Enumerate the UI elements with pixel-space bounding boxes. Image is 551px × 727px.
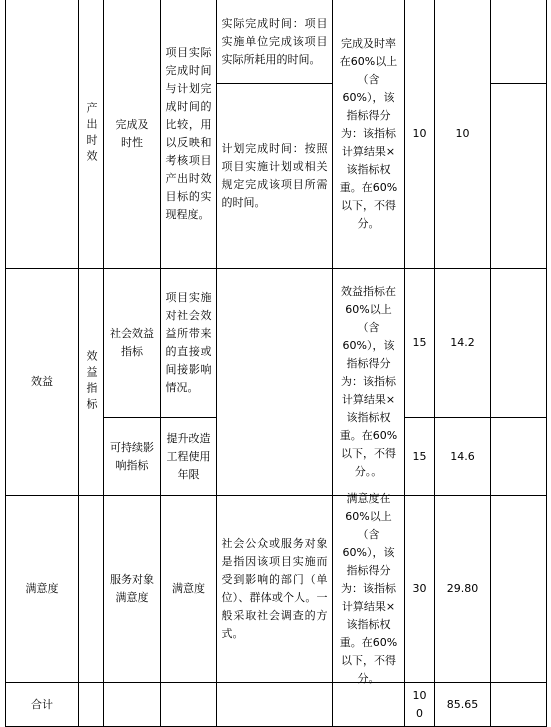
timeliness-definition: 项目实际完成时间与计划完成时间的比较，用以反映和考核项目产出时效目标的实现程度。 [165, 46, 212, 221]
satisfaction-scoring-rule: 满意度在60%以上（含60%），该指标得分为：该指标计算结果×该指标权重。在60%以下，不得分。 [339, 492, 398, 685]
social-benefit-score: 14.2 [450, 336, 475, 349]
satisfaction-definition: 满意度 [172, 582, 205, 595]
satisfaction-score: 29.80 [446, 582, 479, 595]
sustainable-impact-indicator: 可持续影响指标 [110, 440, 154, 472]
satisfaction-description: 社会公众或服务对象是指因该项目实施而受到影响的部门（单位）、群体或个人。一般采取社会调查的方式。 [221, 537, 328, 640]
satisfaction-weight: 30 [412, 582, 427, 595]
benefit-level1: 效益 [31, 375, 53, 388]
total-weight: 100 [412, 688, 427, 720]
total-score: 85.65 [446, 697, 479, 711]
timeliness-actual-description: 实际完成时间：项目实施单位完成该项目实际所耗用的时间。 [221, 16, 328, 66]
social-benefit-weight: 15 [412, 336, 427, 349]
sustainable-impact-score: 14.6 [450, 449, 475, 463]
sustainable-impact-definition: 提升改造工程使用年限 [166, 431, 211, 481]
timeliness-scoring-rule: 完成及时率在60%以上（含60%），该指标得分为：该指标计算结果×该指标权重。在60%以下，不得分。 [339, 37, 398, 230]
benefit-scoring-rule: 效益指标在60%以上（含60%），该指标得分为：该指标计算结果×该指标权重。在60%以下，不得分。。 [339, 285, 398, 478]
sustainable-impact-weight: 15 [412, 449, 427, 463]
satisfaction-indicator: 服务对象满意度 [110, 573, 154, 604]
timeliness-weight: 10 [412, 127, 427, 140]
satisfaction-level1: 满意度 [25, 582, 59, 595]
timeliness-category: 产出时效 [85, 102, 98, 166]
timeliness-score: 10 [455, 127, 470, 140]
social-benefit-indicator: 社会效益指标 [110, 327, 154, 358]
timeliness-indicator: 完成及时性 [115, 118, 149, 149]
timeliness-plan-description: 计划完成时间：按照项目实施计划或相关规定完成该项目所需的时间。 [221, 142, 328, 209]
social-benefit-definition: 项目实施对社会效益所带来的直接或间接影响情况。 [165, 291, 212, 394]
total-label: 合计 [31, 697, 53, 711]
benefit-category: 效益指标 [85, 350, 98, 414]
